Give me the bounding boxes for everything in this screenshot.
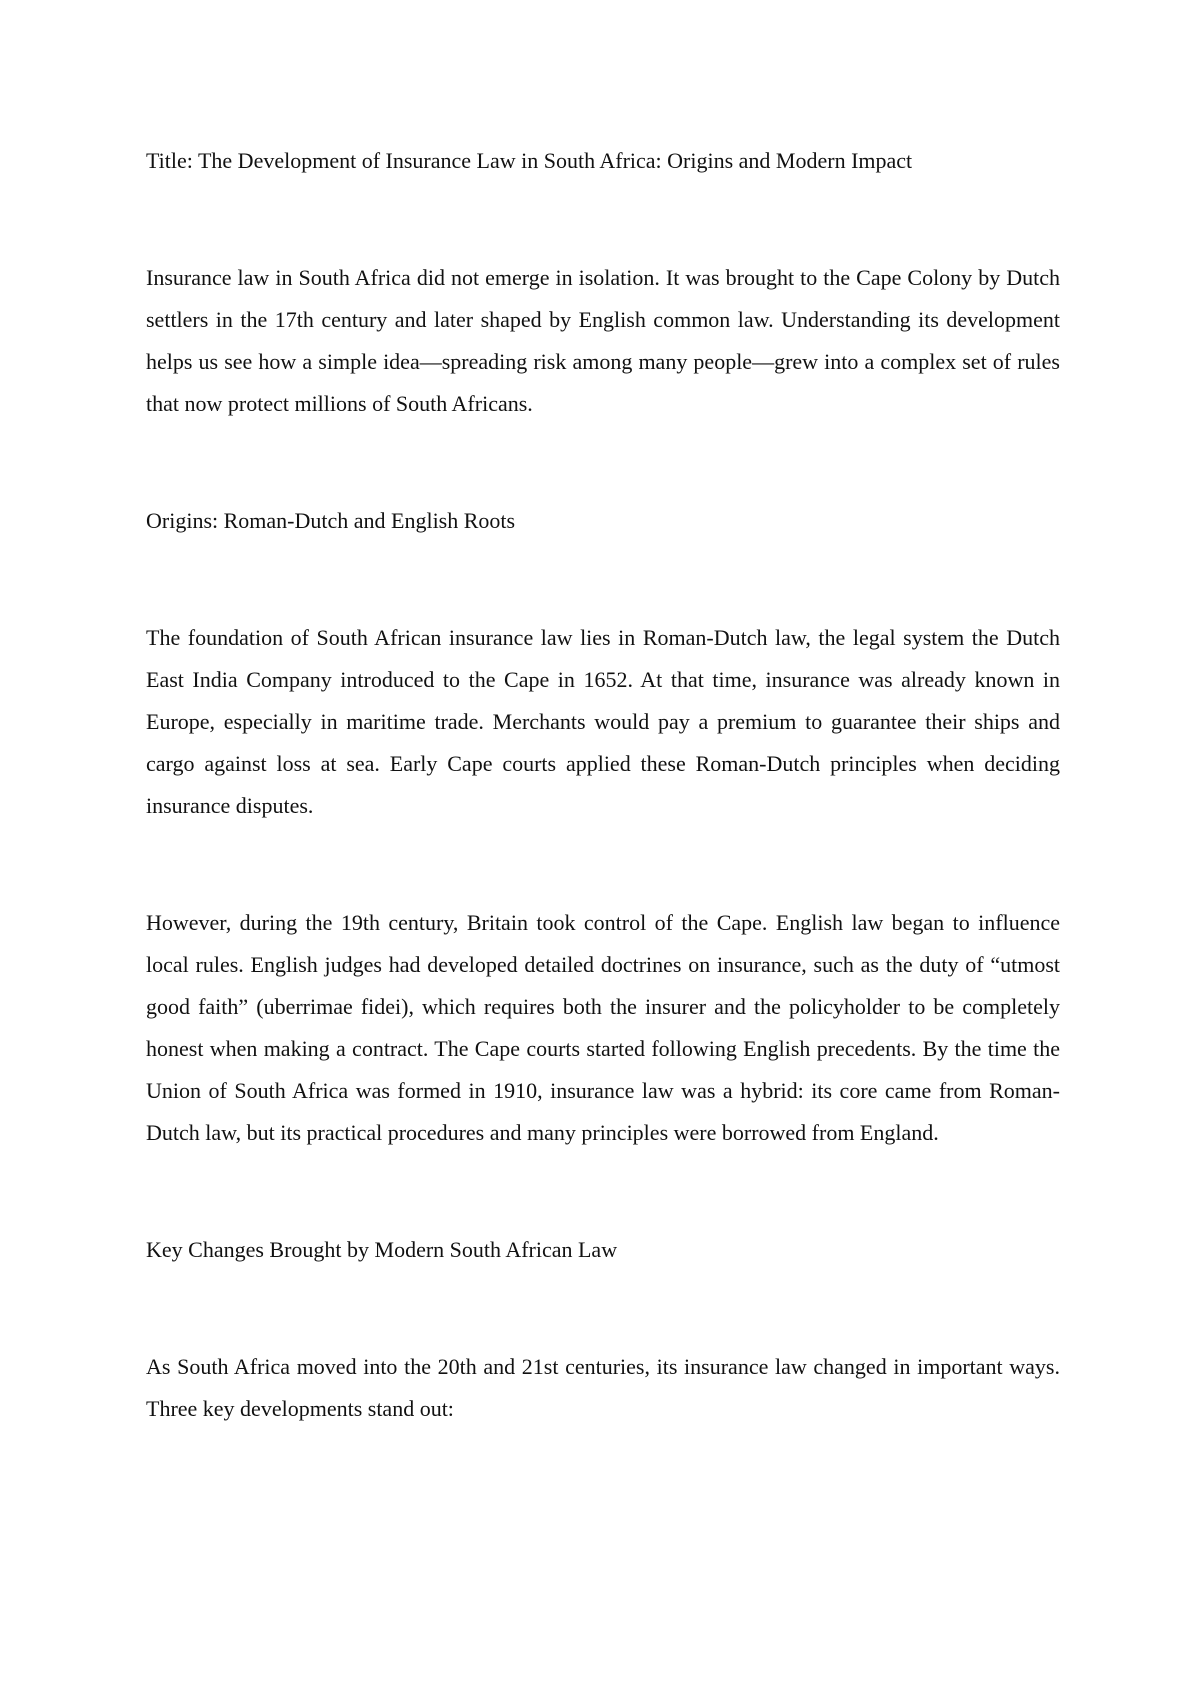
paragraph-modern-developments: As South Africa moved into the 20th and 21st centuries, its insurance law changed in important ways. Three key developments stand out: xyxy=(146,1354,1060,1421)
spacer xyxy=(146,827,1060,902)
spacer xyxy=(146,182,1060,257)
intro-paragraph: Insurance law in South Africa did not emerge in isolation. It was brought to the Cape Colony by Dutch settlers in the 17th century and later shaped by English common law. Understanding its development helps us see how a simple idea—spreading risk among many people—grew into a complex set of rules that now protect millions of South Africans. xyxy=(146,265,1060,416)
spacer xyxy=(146,425,1060,500)
section-heading-key-changes: Key Changes Brought by Modern South African Law xyxy=(146,1237,618,1262)
section-heading-origins: Origins: Roman-Dutch and English Roots xyxy=(146,508,516,533)
spacer xyxy=(146,1154,1060,1229)
document-title: Title: The Development of Insurance Law in South Africa: Origins and Modern Impact xyxy=(146,148,913,173)
document-body xyxy=(146,140,1060,1430)
paragraph-roman-dutch: The foundation of South African insurance law lies in Roman-Dutch law, the legal system the Dutch East India Company introduced to the Cape in 1652. At that time, insurance was already known in Europe, especially in maritime trade. Merchants would pay a premium to guarantee their ships and cargo against loss at sea. Early Cape courts applied these Roman-Dutch principles when deciding insurance disputes. xyxy=(146,625,1060,818)
spacer xyxy=(146,542,1060,617)
paragraph-english-influence: However, during the 19th century, Britain took control of the Cape. English law began to influence local rules. English judges had developed detailed doctrines on insurance, such as the duty of “utmost good faith” (uberrimae fidei), which requires both the insurer and the policyholder to be completely honest when making a contract. The Cape courts started following English precedents. By the time the Union of South Africa was formed in 1910, insurance law was a hybrid: its core came from Roman-Dutch law, but its practical procedures and many principles were borrowed from England. xyxy=(146,910,1060,1145)
spacer xyxy=(146,1271,1060,1346)
